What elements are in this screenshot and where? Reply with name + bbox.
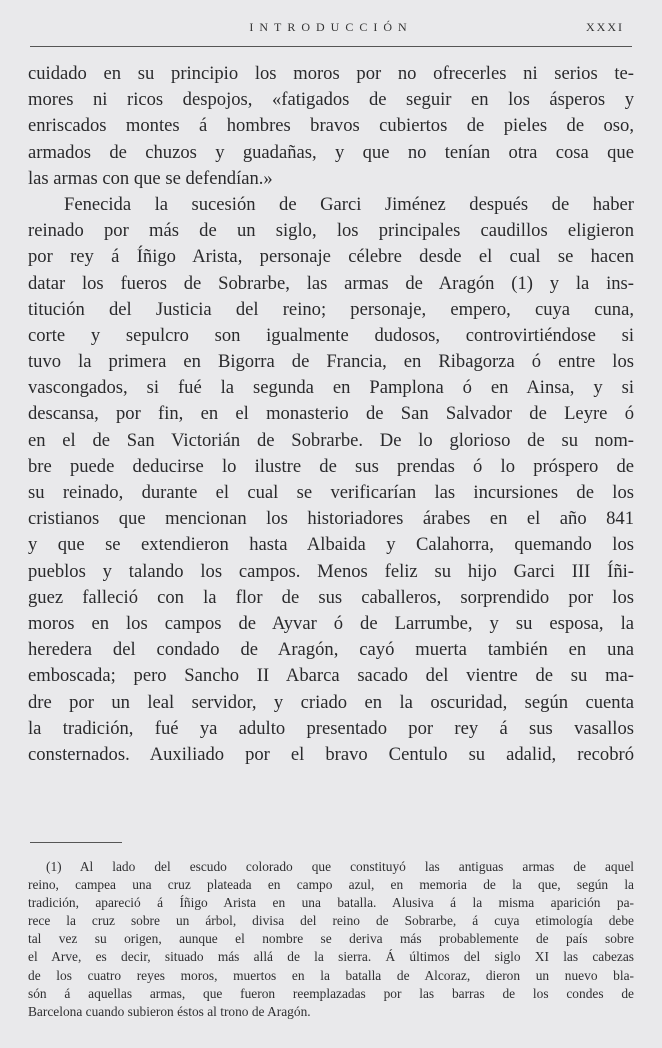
text-line: consternados. Auxiliado por el bravo Centulo su adalid, recobró (28, 743, 634, 765)
text-line: reinado por más de un siglo, los principales caudillos eligieron (28, 220, 634, 242)
footnote (28, 858, 634, 1021)
text-line: dre por un leal servidor, y criado en la oscuridad, según cuenta (28, 691, 634, 713)
text-line: corte y sepulcro son igualmente dudosos, controvirtiéndose si (28, 324, 634, 346)
text-line: en el de San Victorián de Sobrarbe. De lo glorioso de su nom- (28, 429, 634, 451)
footnote-line: (1) Al lado del escudo colorado que constituyó las antiguas armas de aquel (46, 859, 634, 874)
text-line: vascongados, si fué la segunda en Pamplona ó en Ainsa, y si (28, 377, 634, 399)
header-rule (30, 46, 632, 47)
text-line: armados de chuzos y guadañas, y que no tenían otra cosa que (28, 141, 634, 163)
text-line: Fenecida la sucesión de Garci Jiménez después de haber (64, 193, 634, 215)
footnote-line: de los cuatro reyes moros, muertos en la batalla de Alcoraz, dieron un nuevo bla- (28, 967, 634, 983)
body-text (28, 61, 634, 768)
text-line: bre puede deducirse lo ilustre de sus prendas ó lo próspero de (28, 455, 634, 477)
footnote-line: tal vez su origen, aunque el nombre se deriva más probablemente de país sobre (28, 931, 634, 947)
text-line: enriscados montes á hombres bravos cubiertos de pieles de oso, (28, 115, 634, 137)
footnote-line: Barcelona cuando subieron éstos al trono de Aragón. (28, 1003, 311, 1019)
text-line: cristianos que mencionan los historiadores árabes en el año 841 (28, 508, 634, 530)
text-line: datar los fueros de Sobrarbe, las armas de Aragón (1) y la ins- (28, 272, 634, 294)
text-line: heredera del condado de Aragón, cayó muerta también en una (28, 639, 634, 661)
text-line: emboscada; pero Sancho II Abarca sacado del vientre de su ma- (28, 665, 634, 687)
text-line: moros en los campos de Ayvar ó de Larrumbe, y su esposa, la (28, 612, 634, 634)
text-line: por rey á Íñigo Arista, personaje célebre desde el cual se hacen (28, 246, 634, 268)
text-line: cuidado en su principio los moros por no ofrecerles ni serios te- (28, 63, 634, 84)
text-line: la tradición, fué ya adulto presentado por rey á sus vasallos (28, 717, 634, 739)
text-line: guez falleció con la flor de sus caballeros, sorprendido por los (28, 586, 634, 608)
text-line: mores ni ricos despojos, «fatigados de seguir en los ásperos y (28, 89, 634, 111)
page-number: XXXI (586, 20, 624, 34)
text-line: descansa, por fin, en el monasterio de San Salvador de Leyre ó (28, 403, 634, 425)
running-title: INTRODUCCIÓN (249, 20, 413, 34)
text-line: y que se extendieron hasta Albaida y Calahorra, quemando los (28, 534, 634, 556)
text-line: su reinado, durante el cual se verificarían las incursiones de los (28, 482, 634, 503)
text-line: titución del Justicia del reino; personaje, empero, cuya cuna, (28, 298, 634, 320)
footnote-line: són á aquellas armas, que fueron reemplazadas por las barras de los condes de (28, 985, 634, 1001)
text-line: las armas con que se defendían.» (28, 167, 273, 189)
text-line: pueblos y talando los campos. Menos feliz su hijo Garci III Íñi- (28, 560, 634, 582)
text-line: tuvo la primera en Bigorra de Francia, en Ribagorza ó entre los (28, 351, 634, 373)
footnote-rule (30, 842, 122, 843)
footnote-line: el Arve, es decir, situado más allá de la sierra. Á últimos del siglo XI las cabezas (28, 949, 634, 965)
footnote-line: reino, campea una cruz plateada en campo azul, en memoria de la que, según la (28, 877, 634, 893)
footnote-line: rece la cruz sobre un árbol, divisa del reino de Sobrarbe, á cuya etimología debe (28, 913, 634, 929)
footnote-line: tradición, apareció á Íñigo Arista en una batalla. Alusiva á la misma aparición pa- (28, 895, 634, 911)
